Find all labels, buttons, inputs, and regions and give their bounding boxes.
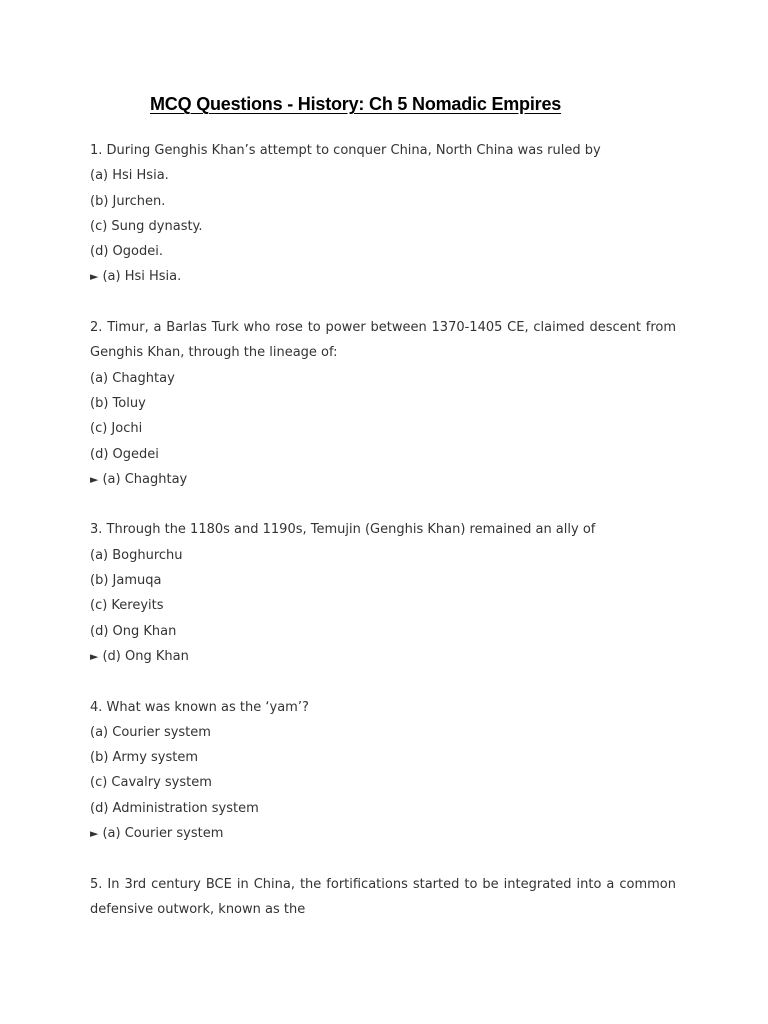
option-a: (a) Chaghtay bbox=[90, 370, 175, 386]
answer-line bbox=[90, 821, 676, 846]
answer-line bbox=[90, 264, 676, 289]
option-d: (d) Ogodei. bbox=[90, 244, 163, 260]
answer-line bbox=[90, 467, 676, 492]
answer-text: (a) Hsi Hsia. bbox=[102, 269, 182, 285]
question-5 bbox=[90, 872, 676, 923]
answer-line bbox=[90, 644, 676, 669]
question-stem: 4. What was known as the ‘yam’? bbox=[90, 699, 309, 715]
page-title: MCQ Questions - History: Ch 5 Nomadic Empires bbox=[150, 94, 562, 114]
question-3 bbox=[90, 517, 676, 669]
option-c: (c) Kereyits bbox=[90, 598, 164, 614]
answer-arrow-icon: ► bbox=[90, 472, 99, 486]
option-a: (a) Hsi Hsia. bbox=[90, 168, 169, 184]
question-4 bbox=[90, 695, 676, 847]
option-c: (c) Sung dynasty. bbox=[90, 218, 203, 234]
answer-arrow-icon: ► bbox=[90, 827, 99, 841]
option-b: (b) Army system bbox=[90, 750, 199, 766]
question-stem: 1. During Genghis Khan’s attempt to conquer China, North China was ruled by bbox=[90, 143, 601, 158]
question-stem: 5. In 3rd century BCE in China, the fortifications started to be integrated into a common defensive outwork, known as the bbox=[90, 876, 676, 917]
option-c: (c) Cavalry system bbox=[90, 775, 212, 791]
answer-arrow-icon: ► bbox=[90, 649, 99, 663]
option-d: (d) Ong Khan bbox=[90, 623, 177, 639]
option-b: (b) Jamuqa bbox=[90, 573, 162, 589]
option-a: (a) Boghurchu bbox=[90, 547, 183, 563]
question-stem: 3. Through the 1180s and 1190s, Temujin (Genghis Khan) remained an ally of bbox=[90, 522, 596, 538]
option-d: (d) Administration system bbox=[90, 800, 259, 816]
question-list bbox=[90, 138, 676, 948]
option-c: (c) Jochi bbox=[90, 421, 143, 437]
option-b: (b) Jurchen. bbox=[90, 193, 166, 209]
answer-text: (a) Chaghtay bbox=[102, 471, 188, 487]
option-a: (a) Courier system bbox=[90, 724, 211, 740]
answer-arrow-icon: ► bbox=[90, 270, 99, 284]
question-stem: 2. Timur, a Barlas Turk who rose to power between 1370-1405 CE, claimed descent from Genghis Khan, through the lineage of: bbox=[90, 320, 676, 361]
option-b: (b) Toluy bbox=[90, 395, 146, 411]
answer-text: (d) Ong Khan bbox=[102, 648, 189, 664]
question-2 bbox=[90, 315, 676, 492]
question-1 bbox=[90, 138, 676, 290]
answer-text: (a) Courier system bbox=[102, 826, 224, 842]
option-d: (d) Ogedei bbox=[90, 446, 159, 462]
